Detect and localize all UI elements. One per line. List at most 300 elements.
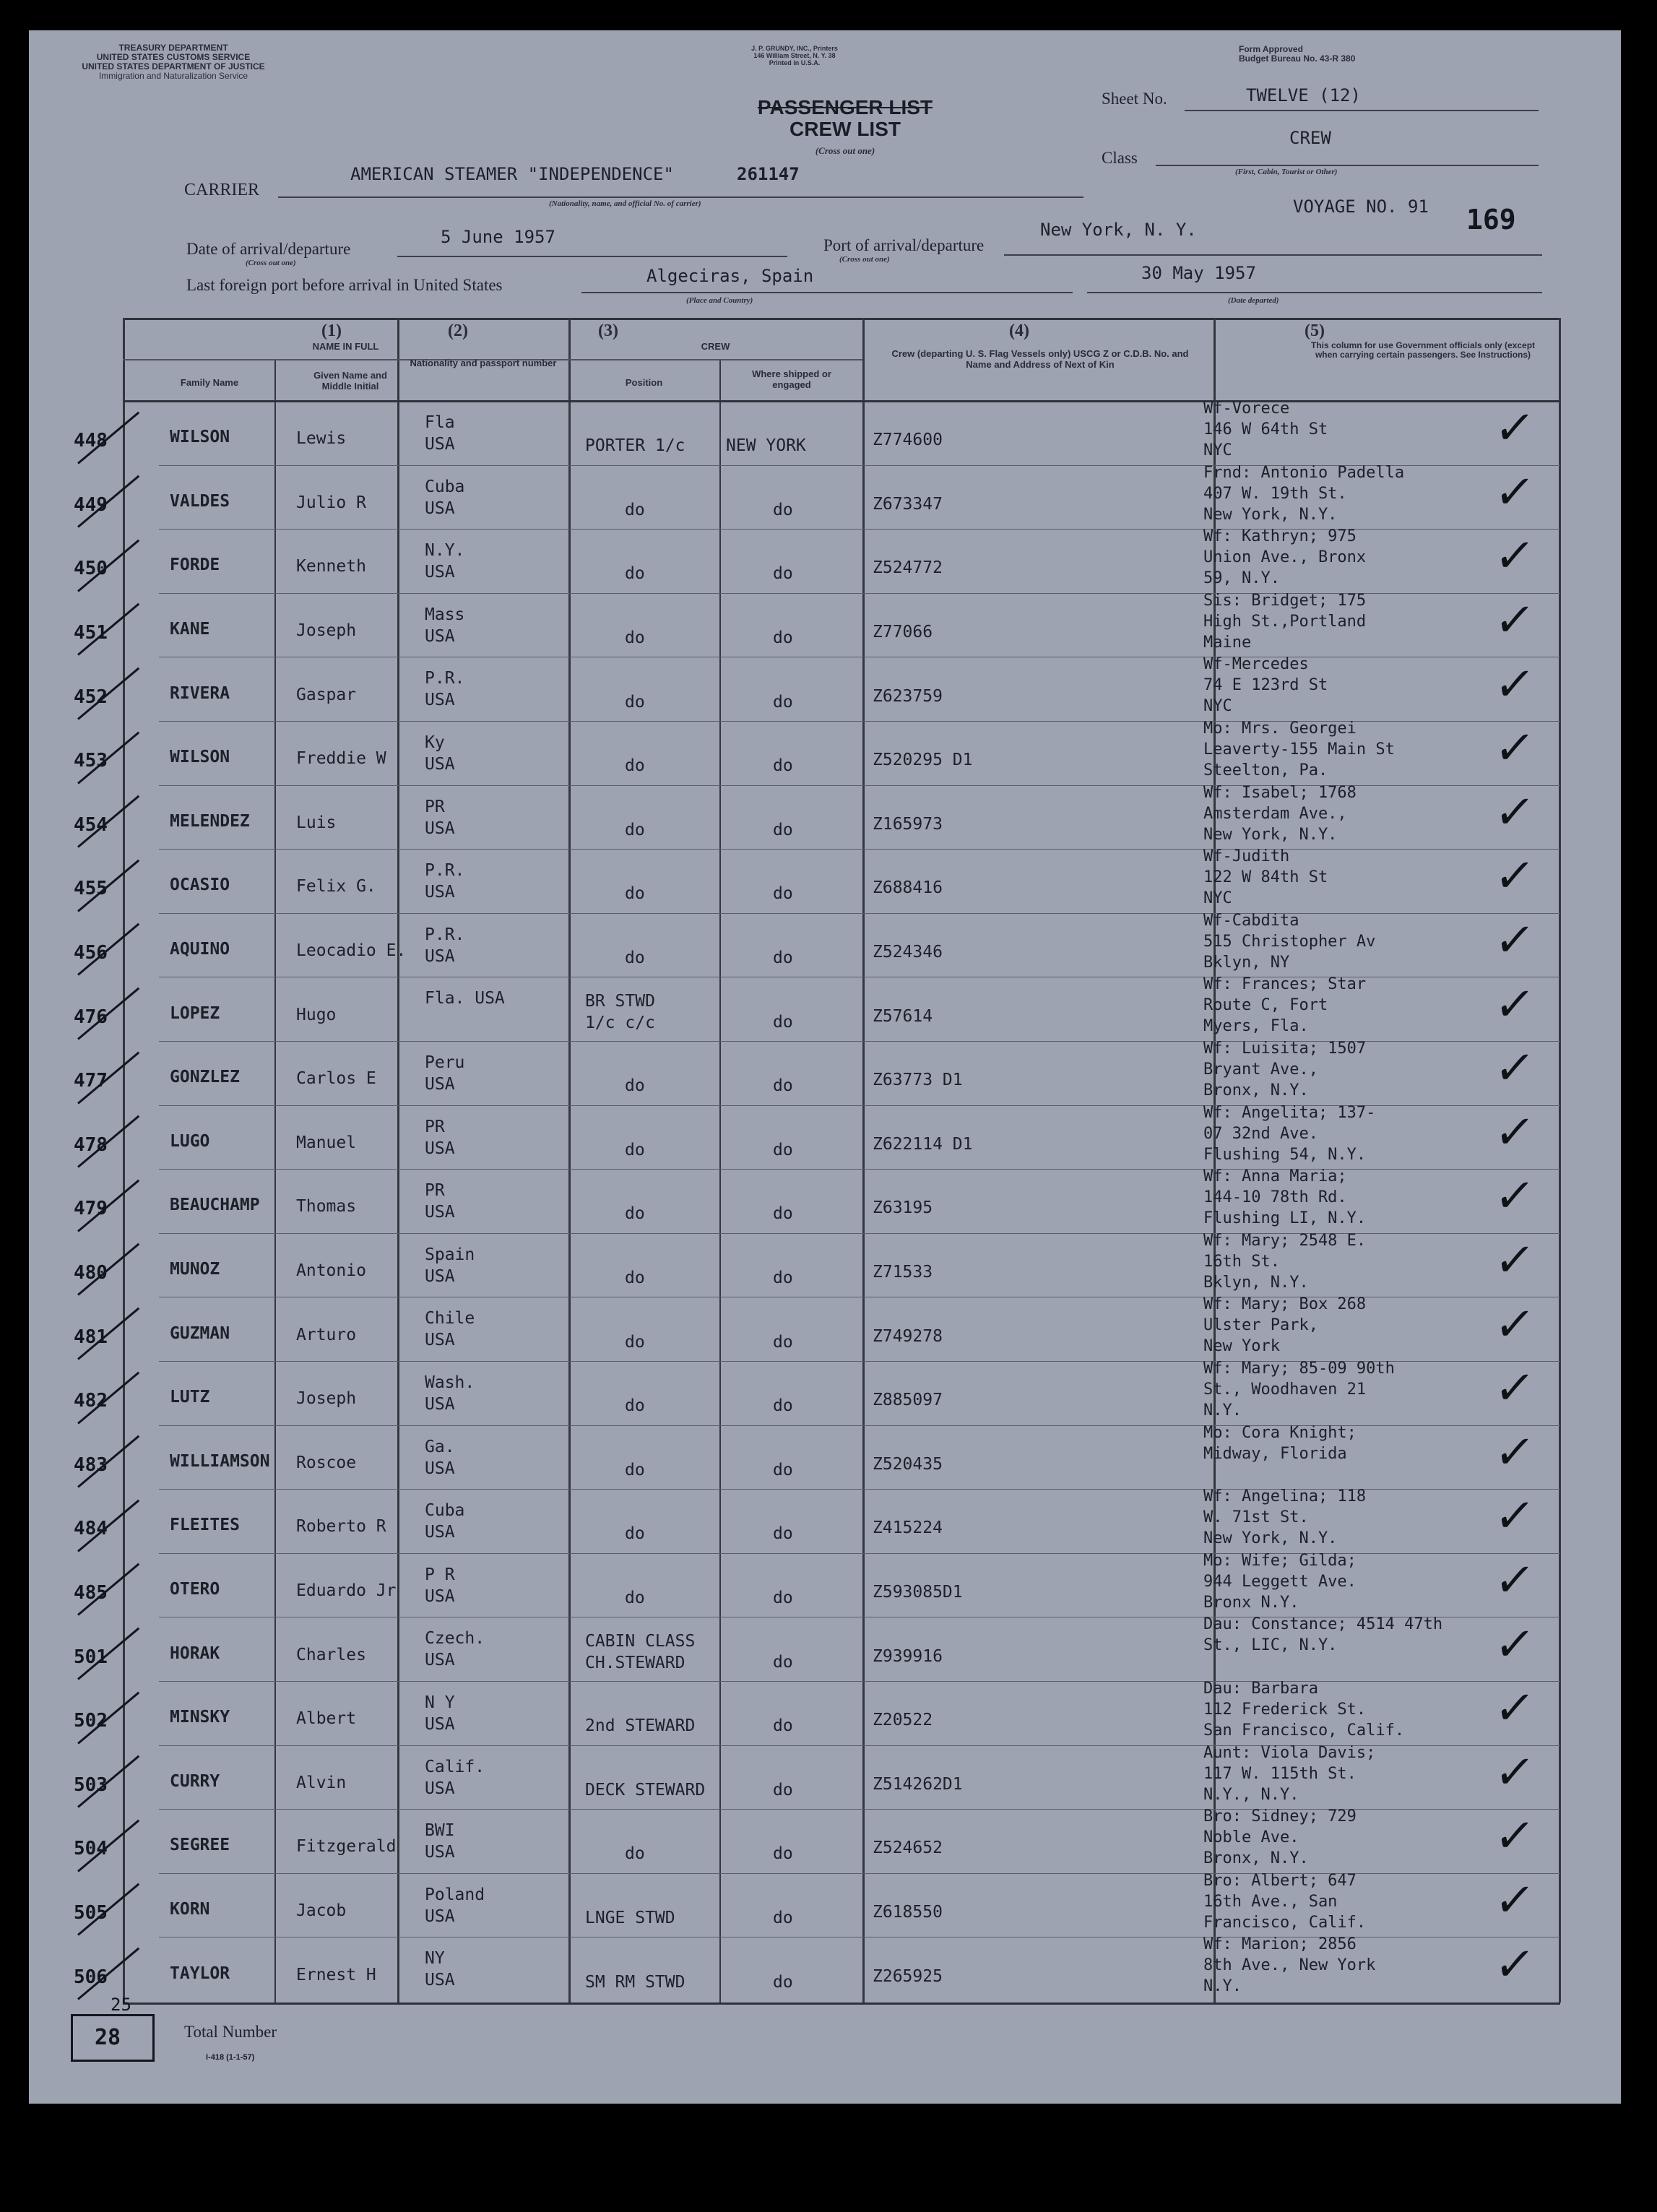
shipped-at: do [773, 1204, 793, 1224]
family-name: FLEITES [170, 1516, 240, 1535]
given-name: Lewis [296, 429, 347, 449]
nationality-line: Mass [425, 605, 465, 624]
next-of-kin-line: W. 71st St. [1203, 1508, 1309, 1527]
nationality-line: USA [425, 563, 455, 582]
next-of-kin-line: Wf: Isabel; 1768 [1203, 783, 1357, 802]
shipped-at: do [773, 1076, 793, 1096]
next-of-kin-line: Steelton, Pa. [1203, 761, 1328, 779]
nationality-line: Calif. [425, 1757, 485, 1776]
row-number: 484 [74, 1518, 108, 1540]
row-number: 451 [74, 622, 108, 644]
next-of-kin-line: Flushing LI, N.Y. [1203, 1209, 1367, 1228]
nationality-line: USA [425, 1139, 455, 1158]
nationality-line: USA [425, 1715, 455, 1734]
agency-line-4: Immigration and Naturalization Service [98, 71, 248, 81]
next-of-kin-line: Francisco, Calif. [1203, 1913, 1367, 1932]
review-check-mark: ✓ [1491, 402, 1538, 456]
next-of-kin-line: 944 Leggett Ave. [1203, 1572, 1357, 1591]
table-row [29, 1551, 1621, 1619]
next-of-kin-line: St., LIC, N.Y. [1203, 1636, 1338, 1655]
date-departed-note: (Date departed) [1228, 296, 1279, 305]
nationality-line: Cuba [425, 1501, 465, 1521]
nationality-line: PR [425, 1117, 445, 1136]
shipped-at: do [773, 1269, 793, 1288]
review-check-mark: ✓ [1491, 1362, 1538, 1416]
shipped-at: NEW YORK [726, 436, 806, 456]
form-code: I-418 (1-1-57) [206, 2053, 255, 2062]
col4-number: (4) [1009, 321, 1029, 340]
family-name: KANE [170, 620, 210, 639]
next-of-kin-line: Mo: Mrs. Georgei [1203, 720, 1357, 738]
family-name: MELENDEZ [170, 811, 250, 831]
family-name: GUZMAN [170, 1323, 230, 1343]
nationality-line: USA [425, 1075, 455, 1094]
port-label: Port of arrival/departure [823, 236, 985, 254]
position-line: 2nd STEWARD [585, 1716, 696, 1736]
row-number: 483 [74, 1453, 108, 1476]
z-number: Z77066 [873, 623, 933, 642]
table-row [29, 591, 1621, 659]
row-number: 448 [74, 430, 108, 452]
shipped-at: do [773, 1012, 793, 1032]
family-name: LUTZ [170, 1388, 210, 1407]
nationality-line: Wash. [425, 1373, 475, 1392]
port-rule [1004, 254, 1542, 256]
position-line: do [625, 884, 645, 904]
family-name: BEAUCHAMP [170, 1196, 260, 1215]
shipped-at: do [773, 1844, 793, 1864]
nationality-line: Czech. [425, 1629, 485, 1649]
nationality-line: USA [425, 1459, 455, 1478]
review-check-mark: ✓ [1491, 977, 1538, 1032]
given-name: Roscoe [296, 1453, 357, 1472]
position-line: do [625, 692, 645, 712]
table-row [29, 1743, 1621, 1811]
next-of-kin-line: 16th St. [1203, 1252, 1280, 1271]
shipped-at: do [773, 1716, 793, 1736]
agency-line-1: TREASURY DEPARTMENT [118, 43, 228, 53]
nationality-line: USA [425, 1331, 455, 1350]
z-number: Z520295 D1 [873, 751, 973, 770]
row-number: 481 [74, 1326, 108, 1348]
position-line: SM RM STWD [585, 1972, 685, 1992]
nationality-line: USA [425, 1523, 455, 1542]
position-line: do [625, 500, 645, 519]
table-top-rule [123, 318, 1560, 320]
family-name: TAYLOR [170, 1963, 230, 1983]
voyage-number: VOYAGE NO. 91 [1293, 196, 1429, 217]
sheet-label: Sheet No. [1102, 90, 1167, 108]
row-divider [159, 1681, 1560, 1682]
next-of-kin-line: Flushing 54, N.Y. [1203, 1145, 1367, 1164]
next-of-kin-line: Wf: Frances; Star [1203, 975, 1367, 994]
row-number: 480 [74, 1262, 108, 1284]
next-of-kin-line: 59, N.Y. [1203, 569, 1280, 588]
next-of-kin-line: Aunt: Viola Davis; [1203, 1743, 1376, 1762]
nationality-line: USA [425, 435, 455, 454]
agency-line-3: UNITED STATES DEPARTMENT OF JUSTICE [82, 61, 265, 72]
table-row [29, 527, 1621, 595]
review-check-mark: ✓ [1491, 1745, 1538, 1800]
next-of-kin-line: 07 32nd Ave. [1203, 1124, 1318, 1143]
review-check-mark: ✓ [1491, 850, 1538, 904]
family-name: VALDES [170, 491, 230, 511]
next-of-kin-line: Frnd: Antonio Padella [1203, 463, 1405, 482]
review-check-mark: ✓ [1491, 1042, 1538, 1096]
table-row [29, 1167, 1621, 1235]
z-number: Z939916 [873, 1646, 943, 1666]
z-number: Z63773 D1 [873, 1071, 963, 1090]
table-row [29, 1807, 1621, 1875]
given-name: Leocadio E. [296, 941, 407, 961]
next-of-kin-line: Mo: Wife; Gilda; [1203, 1551, 1357, 1570]
given-name: Thomas [296, 1197, 357, 1217]
shipped-at: do [773, 820, 793, 839]
nationality-line: P.R. [425, 925, 465, 944]
position-line: CH.STEWARD [585, 1654, 685, 1673]
z-number: Z63195 [873, 1198, 933, 1218]
nationality-line: USA [425, 755, 455, 774]
next-of-kin-line: Leaverty-155 Main St [1203, 740, 1395, 759]
class-rule [1156, 165, 1539, 166]
last-port-label: Last foreign port before arrival in United States [186, 276, 503, 294]
list-title [737, 97, 953, 162]
position-line: 1/c c/c [585, 1014, 655, 1033]
nationality-line: Spain [425, 1245, 475, 1264]
row-number: 503 [74, 1774, 108, 1796]
family-name: FORDE [170, 556, 220, 575]
next-of-kin-line: Noble Ave. [1203, 1828, 1299, 1847]
next-of-kin-line: Wf: Mary; 2548 E. [1203, 1231, 1367, 1250]
next-of-kin-line: N.Y., N.Y. [1203, 1785, 1299, 1804]
next-of-kin-line: Wf-Judith [1203, 847, 1290, 866]
review-check-mark: ✓ [1491, 657, 1538, 712]
nationality-line: USA [425, 1906, 455, 1926]
table-row [29, 1487, 1621, 1555]
nationality-line: USA [425, 1586, 455, 1606]
next-of-kin-line: NYC [1203, 889, 1232, 908]
position-line: do [625, 1204, 645, 1224]
shipped-at: do [773, 500, 793, 519]
family-name: OCASIO [170, 876, 230, 895]
nationality-line: N Y [425, 1693, 455, 1712]
given-name: Felix G. [296, 877, 376, 897]
z-number: Z524652 [873, 1839, 943, 1858]
form-approved: Form Approved [1239, 44, 1303, 54]
carrier-note: (Nationality, name, and official No. of carrier) [549, 199, 701, 208]
nationality-line: USA [425, 1203, 455, 1222]
table-row [29, 1103, 1621, 1171]
col4-title: Crew (departing U. S. Flag Vessels only) USCG Z or C.D.B. No. and Name and Address of Next of Kin [891, 348, 1189, 370]
next-of-kin-line: Wf: Mary; Box 268 [1203, 1295, 1367, 1314]
port-value: New York, N. Y. [1040, 220, 1197, 240]
next-of-kin-line: Ulster Park, [1203, 1316, 1318, 1335]
last-port-value: Algeciras, Spain [646, 266, 814, 286]
shipped-at: do [773, 692, 793, 712]
printer-line-1: J. P. GRUNDY, INC., Printers [751, 45, 838, 52]
table-row [29, 911, 1621, 979]
row-number: 478 [74, 1133, 108, 1156]
review-check-mark: ✓ [1491, 1874, 1538, 1928]
review-check-mark: ✓ [1491, 1105, 1538, 1159]
family-name-header: Family Name [180, 377, 239, 388]
next-of-kin-line: Bronx, N.Y. [1203, 1849, 1309, 1868]
position-line: do [625, 1269, 645, 1288]
given-name-header: Given Name and Middle Initial [313, 370, 387, 392]
position-line: do [625, 1140, 645, 1159]
next-of-kin-line: San Francisco, Calif. [1203, 1721, 1405, 1740]
shipped-at: do [773, 564, 793, 584]
z-number: Z165973 [873, 814, 943, 834]
class-note: (First, Cabin, Tourist or Other) [1235, 168, 1338, 176]
given-name: Fitzgerald [296, 1837, 397, 1857]
carrier-rule [278, 196, 1083, 198]
next-of-kin-line: 16th Ave., San [1203, 1892, 1338, 1911]
next-of-kin-line: 515 Christopher Av [1203, 932, 1376, 951]
family-name: WILSON [170, 748, 230, 767]
shipped-at: do [773, 1589, 793, 1608]
nationality-line: USA [425, 1266, 455, 1286]
shipped-at: do [773, 1460, 793, 1479]
family-name: HORAK [170, 1643, 220, 1663]
next-of-kin-line: 122 W 84th St [1203, 868, 1328, 887]
row-number: 450 [74, 558, 108, 580]
next-of-kin-line: Maine [1203, 633, 1252, 652]
row-divider [159, 1169, 1560, 1170]
position-line: do [625, 756, 645, 776]
row-divider [159, 849, 1560, 850]
review-check-mark: ✓ [1491, 1297, 1538, 1352]
nationality-line: Cuba [425, 477, 465, 496]
nationality-header: Nationality and passport number [410, 358, 557, 368]
last-port-rule [581, 292, 1073, 293]
family-name: WILSON [170, 428, 230, 447]
review-check-mark: ✓ [1491, 1937, 1538, 1992]
agency-line-2: UNITED STATES CUSTOMS SERVICE [96, 52, 251, 62]
nationality-line: Fla [425, 413, 455, 432]
position-line: CABIN CLASS [585, 1632, 696, 1651]
table-row [29, 1682, 1621, 1747]
port-cross-note: (Cross out one) [839, 255, 890, 264]
next-of-kin-line: Bro: Sidney; 729 [1203, 1807, 1357, 1826]
table-row [29, 463, 1621, 531]
table-row [29, 722, 1621, 787]
position-line: BR STWD [585, 992, 655, 1011]
next-of-kin-line: 144-10 78th Rd. [1203, 1188, 1347, 1207]
shipped-at: do [773, 1524, 793, 1544]
nationality-line: USA [425, 1971, 455, 1990]
given-name: Hugo [296, 1005, 337, 1024]
next-of-kin-line: Dau: Constance; 4514 47th [1203, 1615, 1443, 1634]
z-number: Z524772 [873, 558, 943, 578]
z-number: Z618550 [873, 1903, 943, 1922]
nationality-line: Ga. [425, 1437, 455, 1456]
family-name: KORN [170, 1900, 210, 1919]
given-name: Joseph [296, 621, 357, 641]
page-number: 169 [1466, 204, 1516, 236]
z-number: Z749278 [873, 1326, 943, 1346]
next-of-kin-line: New York [1203, 1337, 1280, 1356]
next-of-kin-line: 74 E 123rd St [1203, 676, 1328, 695]
next-of-kin-line: New York, N.Y. [1203, 505, 1338, 524]
budget-bureau: Budget Bureau No. 43-R 380 [1239, 53, 1356, 64]
next-of-kin-line: New York, N.Y. [1203, 1529, 1338, 1548]
sheet-value: TWELVE (12) [1246, 85, 1361, 105]
z-number: Z673347 [873, 494, 943, 514]
next-of-kin-line: Wf: Luisita; 1507 [1203, 1040, 1367, 1058]
position-line: do [625, 1589, 645, 1608]
agency-block [65, 43, 282, 81]
family-name: RIVERA [170, 683, 230, 703]
date-cross-note: (Cross out one) [246, 259, 296, 267]
given-name: Manuel [296, 1133, 357, 1152]
next-of-kin-line: Wf: Angelita; 137- [1203, 1103, 1376, 1122]
z-number: Z622114 D1 [873, 1134, 973, 1154]
next-of-kin-line: Wf: Anna Maria; [1203, 1167, 1347, 1186]
manifest-sheet [29, 30, 1621, 2104]
table-row [29, 1295, 1621, 1362]
printer-line-2: 146 William Street, N. Y. 38 [753, 52, 836, 59]
row-number: 456 [74, 942, 108, 964]
col5-title: This column for use Government officials only (except when carrying certain passengers. See Instructions) [1310, 340, 1536, 360]
given-name: Antonio [296, 1261, 366, 1281]
next-of-kin-line: Bronx, N.Y. [1203, 1081, 1309, 1099]
crew-list-title: CREW LIST [789, 118, 901, 140]
position-line: do [625, 1844, 645, 1864]
nationality-line: USA [425, 946, 455, 966]
carrier-value: AMERICAN STEAMER "INDEPENDENCE" [350, 164, 674, 184]
row-number: 476 [74, 1006, 108, 1028]
review-check-mark: ✓ [1491, 1554, 1538, 1608]
table-row [29, 1871, 1621, 1939]
position-line: do [625, 1076, 645, 1096]
next-of-kin-line: Bryant Ave., [1203, 1060, 1318, 1079]
position-line: DECK STEWARD [585, 1780, 706, 1800]
position-line: do [625, 820, 645, 839]
next-of-kin-line: Midway, Florida [1203, 1444, 1347, 1463]
next-of-kin-line: New York, N.Y. [1203, 825, 1338, 844]
next-of-kin-line: Wf-Mercedes [1203, 655, 1309, 674]
shipped-at: do [773, 756, 793, 776]
next-of-kin-line: Amsterdam Ave., [1203, 804, 1347, 823]
nationality-line: USA [425, 883, 455, 902]
z-number: Z885097 [873, 1391, 943, 1410]
shipped-at: do [773, 628, 793, 648]
family-name: OTERO [170, 1580, 220, 1599]
row-number: 505 [74, 1902, 108, 1924]
next-of-kin-line: 112 Frederick St. [1203, 1701, 1367, 1719]
table-row [29, 655, 1621, 722]
position-line: do [625, 1396, 645, 1416]
subheader-rule-3 [568, 359, 862, 360]
next-of-kin-line: 117 W. 115th St. [1203, 1764, 1357, 1783]
given-name: Luis [296, 813, 337, 832]
nationality-line: USA [425, 1779, 455, 1798]
nationality-line: Ky [425, 733, 445, 752]
given-name: Eduardo Jr [296, 1581, 397, 1601]
family-name: MINSKY [170, 1708, 230, 1727]
sheet-rule [1185, 110, 1539, 111]
nationality-line: USA [425, 691, 455, 710]
z-number: Z623759 [873, 686, 943, 706]
row-number: 506 [74, 1966, 108, 1988]
row-number: 485 [74, 1582, 108, 1604]
review-check-mark: ✓ [1491, 1170, 1538, 1224]
col1-number: (1) [321, 321, 342, 340]
nationality-line: NY [425, 1949, 445, 1969]
z-number: Z71533 [873, 1263, 933, 1282]
review-check-mark: ✓ [1491, 1682, 1538, 1736]
next-of-kin-line: N.Y. [1203, 1977, 1242, 1996]
family-name: LOPEZ [170, 1003, 220, 1023]
z-number: Z774600 [873, 431, 943, 450]
shipped-at: do [773, 1780, 793, 1800]
next-of-kin-line: Union Ave., Bronx [1203, 548, 1367, 567]
z-number: Z520435 [873, 1454, 943, 1474]
class-label: Class [1102, 149, 1138, 167]
date-departed-value: 30 May 1957 [1141, 263, 1256, 283]
position-line: do [625, 564, 645, 584]
nationality-line: P R [425, 1565, 455, 1584]
next-of-kin-line: Wf: Kathryn; 975 [1203, 527, 1357, 546]
review-check-mark: ✓ [1491, 594, 1538, 648]
nationality-line: Fla. USA [425, 989, 505, 1008]
cross-out-note: (Cross out one) [815, 145, 875, 156]
nationality-line: BWI [425, 1821, 455, 1841]
given-name: Arturo [296, 1325, 357, 1344]
col3-number: (3) [598, 321, 618, 340]
given-name: Albert [296, 1709, 357, 1729]
family-name: SEGREE [170, 1836, 230, 1855]
z-number: Z593085D1 [873, 1583, 963, 1602]
nationality-line: P.R. [425, 861, 465, 881]
given-name: Gaspar [296, 685, 357, 704]
where-shipped-header: Where shipped or engaged [752, 368, 831, 390]
shipped-at: do [773, 1332, 793, 1352]
shipped-at: do [773, 1396, 793, 1416]
position-line: do [625, 1524, 645, 1544]
date-label: Date of arrival/departure [186, 240, 351, 258]
next-of-kin-line: Bklyn, N.Y. [1203, 1273, 1309, 1292]
row-number: 454 [74, 813, 108, 836]
nationality-line: PR [425, 1181, 445, 1201]
given-name: Ernest H [296, 1965, 376, 1984]
nationality-line: Peru [425, 1053, 465, 1072]
family-name: LUGO [170, 1131, 210, 1151]
review-check-mark: ✓ [1491, 1617, 1538, 1672]
nationality-line: USA [425, 1843, 455, 1862]
review-check-mark: ✓ [1491, 914, 1538, 968]
position-header: Position [625, 377, 663, 388]
next-of-kin-line: N.Y. [1203, 1401, 1242, 1420]
z-number: Z688416 [873, 878, 943, 898]
z-number: Z20522 [873, 1711, 933, 1730]
next-of-kin-line: Wf-Vorece [1203, 399, 1290, 418]
nationality-line: USA [425, 818, 455, 838]
given-name: Freddie W [296, 749, 386, 769]
next-of-kin-line: NYC [1203, 697, 1232, 716]
nationality-line: PR [425, 797, 445, 816]
departed-rule [1087, 292, 1542, 293]
next-of-kin-line: Wf: Angelina; 118 [1203, 1487, 1367, 1506]
given-name: Alvin [296, 1773, 347, 1792]
total-number-label: Total Number [184, 2023, 277, 2041]
official-number: 261147 [737, 164, 800, 184]
row-number: 455 [74, 878, 108, 900]
given-name: Julio R [296, 493, 366, 512]
next-of-kin-line: St., Woodhaven 21 [1203, 1381, 1367, 1399]
row-number: 479 [74, 1198, 108, 1220]
